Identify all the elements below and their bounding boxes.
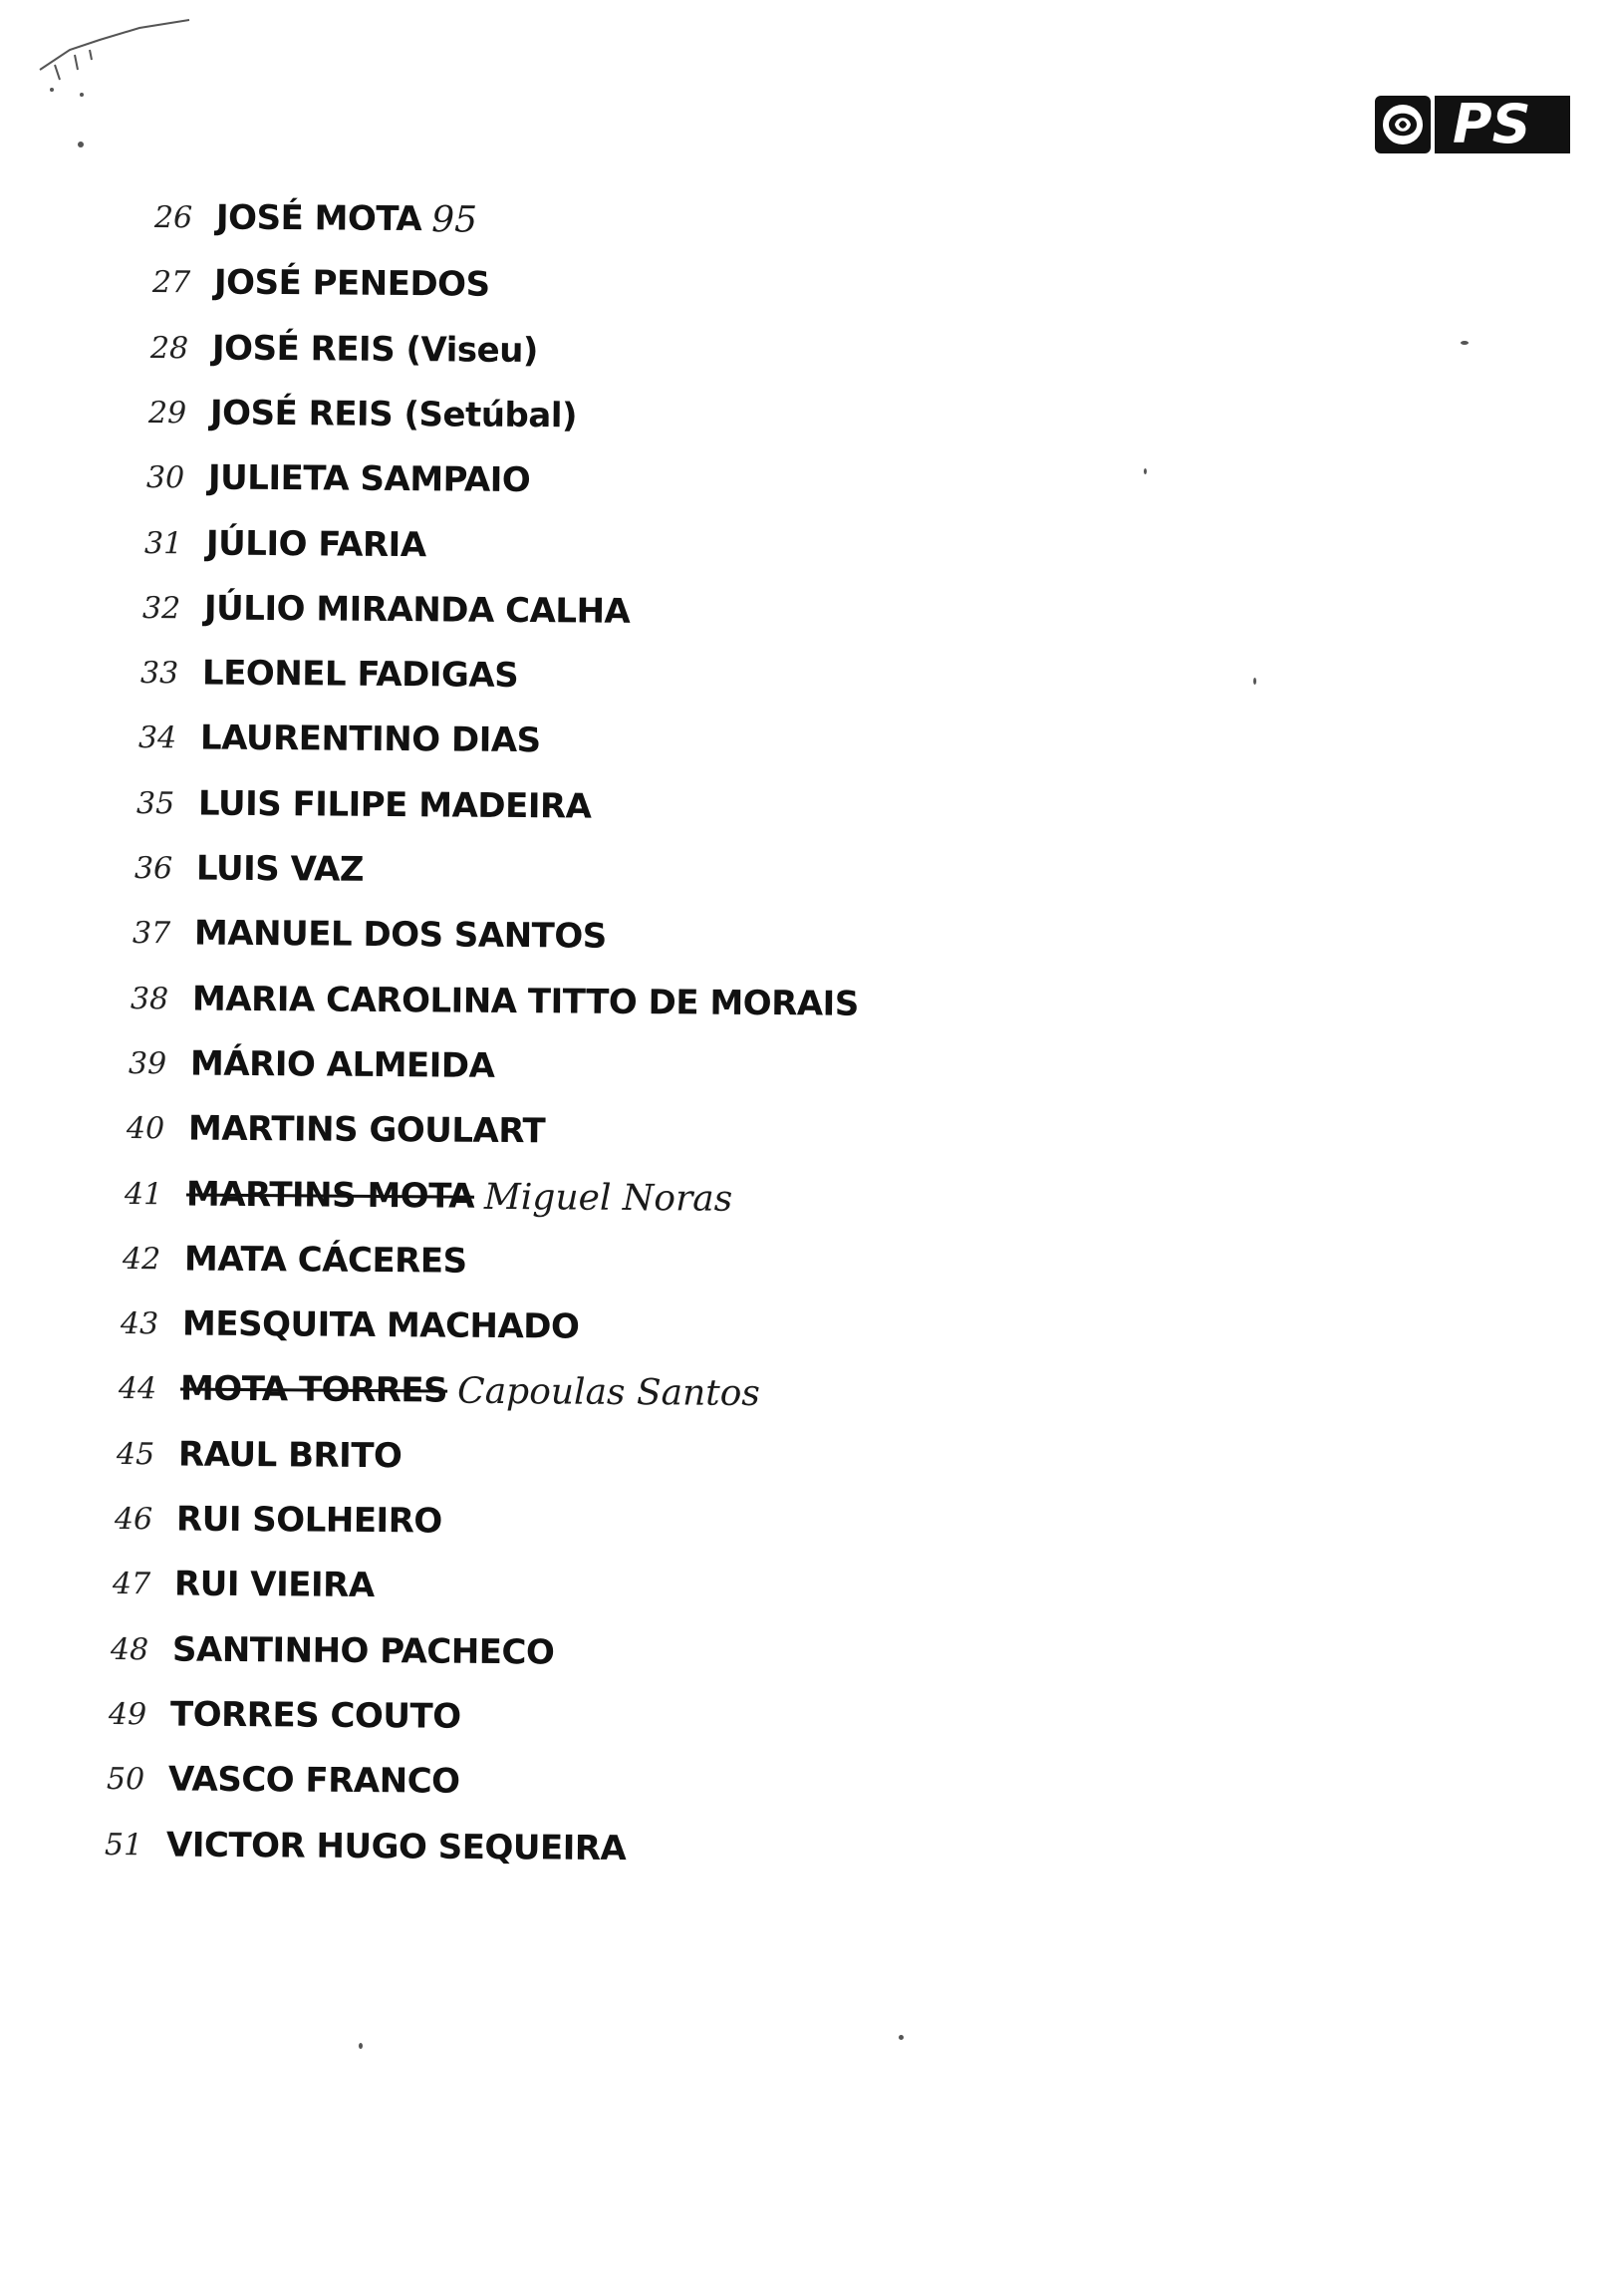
- list-entry: [150, 320, 538, 379]
- handwritten-note: 95: [431, 198, 478, 241]
- list-entry: [119, 1360, 760, 1421]
- entry-number: 26: [153, 199, 193, 235]
- entry-name: MESQUITA MACHADO: [181, 1303, 580, 1347]
- handwritten-note: Miguel Noras: [483, 1175, 733, 1219]
- entry-name: TORRES COUTO: [169, 1694, 461, 1737]
- entry-name: RUI VIEIRA: [173, 1564, 375, 1606]
- entry-number: 27: [151, 264, 191, 301]
- handwritten-note: Capoulas Santos: [456, 1370, 761, 1414]
- list-entry: [142, 580, 631, 640]
- scan-speck: [78, 142, 84, 147]
- list-entry: [152, 254, 490, 313]
- list-entry: [146, 449, 531, 508]
- entry-number: 48: [110, 1631, 149, 1667]
- entry-number: 50: [106, 1761, 145, 1797]
- list-entry: [121, 1295, 580, 1355]
- entry-name: MATA CÁCERES: [183, 1239, 467, 1282]
- entry-name: JOSÉ MOTA: [215, 197, 422, 240]
- list-entry: [140, 645, 519, 704]
- list-entry: [107, 1751, 460, 1810]
- entry-number: 33: [139, 655, 179, 691]
- list-entry: [123, 1231, 467, 1290]
- struck-entry-name: MOTA TORRES: [179, 1368, 448, 1411]
- scan-speck: [1144, 468, 1147, 474]
- entry-name: JOSÉ REIS (Viseu): [211, 328, 539, 371]
- entry-name: MARIA CAROLINA TITTO DE MORAIS: [191, 979, 859, 1024]
- scan-speck: [359, 2043, 363, 2049]
- entry-name: JULIETA SAMPAIO: [207, 457, 531, 501]
- entry-number: 39: [128, 1045, 167, 1081]
- list-entry: [144, 515, 426, 573]
- struck-entry-name: MARTINS MOTA: [185, 1173, 475, 1217]
- entry-number: 30: [145, 459, 185, 495]
- scan-speck: [1461, 341, 1469, 345]
- entry-number: 45: [116, 1436, 155, 1472]
- entry-number: 29: [147, 395, 187, 430]
- entry-number: 44: [118, 1370, 157, 1407]
- entry-name: RAUL BRITO: [177, 1434, 402, 1476]
- entry-name: LEONEL FADIGAS: [201, 653, 519, 697]
- entry-name: VASCO FRANCO: [167, 1759, 460, 1802]
- entry-number: 46: [114, 1501, 153, 1537]
- list-entry: [133, 905, 607, 965]
- entry-number: 37: [132, 915, 171, 952]
- scan-speck: [1253, 678, 1256, 685]
- list-entry: [154, 189, 477, 248]
- list-entry: [115, 1491, 442, 1550]
- entry-number: 31: [143, 525, 183, 561]
- entry-name: MÁRIO ALMEIDA: [189, 1043, 495, 1086]
- ps-logo-text: PS: [1453, 93, 1531, 155]
- entry-number: 32: [141, 590, 181, 626]
- entry-name: RUI SOLHEIRO: [175, 1499, 442, 1542]
- entry-number: 40: [126, 1110, 165, 1146]
- list-entry: [113, 1556, 375, 1613]
- list-entry: [134, 840, 364, 898]
- list-entry: [109, 1686, 461, 1745]
- entry-name: JOSÉ PENEDOS: [213, 262, 490, 305]
- list-entry: [138, 710, 541, 768]
- margin-scribble-mark: [30, 10, 209, 100]
- entry-number: 49: [108, 1696, 147, 1732]
- entry-name: JÚLIO MIRANDA CALHA: [203, 588, 631, 632]
- entry-name: LAURENTINO DIAS: [199, 718, 541, 761]
- entry-number: 41: [124, 1176, 163, 1212]
- list-entry: [148, 385, 577, 443]
- entry-number: 38: [130, 981, 169, 1016]
- entry-number: 51: [104, 1827, 143, 1863]
- entry-name: LUIS FILIPE MADEIRA: [197, 783, 592, 827]
- list-entry: [117, 1426, 402, 1484]
- entry-name: JOSÉ REIS (Setúbal): [209, 393, 578, 436]
- list-entry: [111, 1621, 555, 1680]
- entry-number: 28: [149, 330, 189, 366]
- entry-name: MARTINS GOULART: [187, 1108, 546, 1152]
- list-entry: [129, 1035, 495, 1094]
- list-entry: [125, 1166, 733, 1227]
- entry-number: 36: [134, 850, 173, 886]
- scan-speck: [899, 2035, 904, 2040]
- entry-number: 47: [112, 1566, 151, 1602]
- list-entry: [136, 775, 592, 835]
- entry-name: LUIS VAZ: [195, 848, 365, 890]
- list-entry: [127, 1100, 546, 1159]
- entry-number: 34: [137, 719, 177, 756]
- entry-name: SANTINHO PACHECO: [171, 1629, 555, 1673]
- entry-number: 42: [122, 1241, 161, 1277]
- entry-name: VICTOR HUGO SEQUEIRA: [165, 1824, 627, 1868]
- entry-number: 35: [135, 785, 175, 821]
- list-entry: [131, 971, 859, 1032]
- list-entry: [105, 1817, 627, 1876]
- entry-number: 43: [120, 1305, 159, 1341]
- ps-party-logo: [1375, 92, 1574, 161]
- entry-name: JÚLIO FARIA: [205, 522, 426, 565]
- entry-name: MANUEL DOS SANTOS: [193, 913, 607, 958]
